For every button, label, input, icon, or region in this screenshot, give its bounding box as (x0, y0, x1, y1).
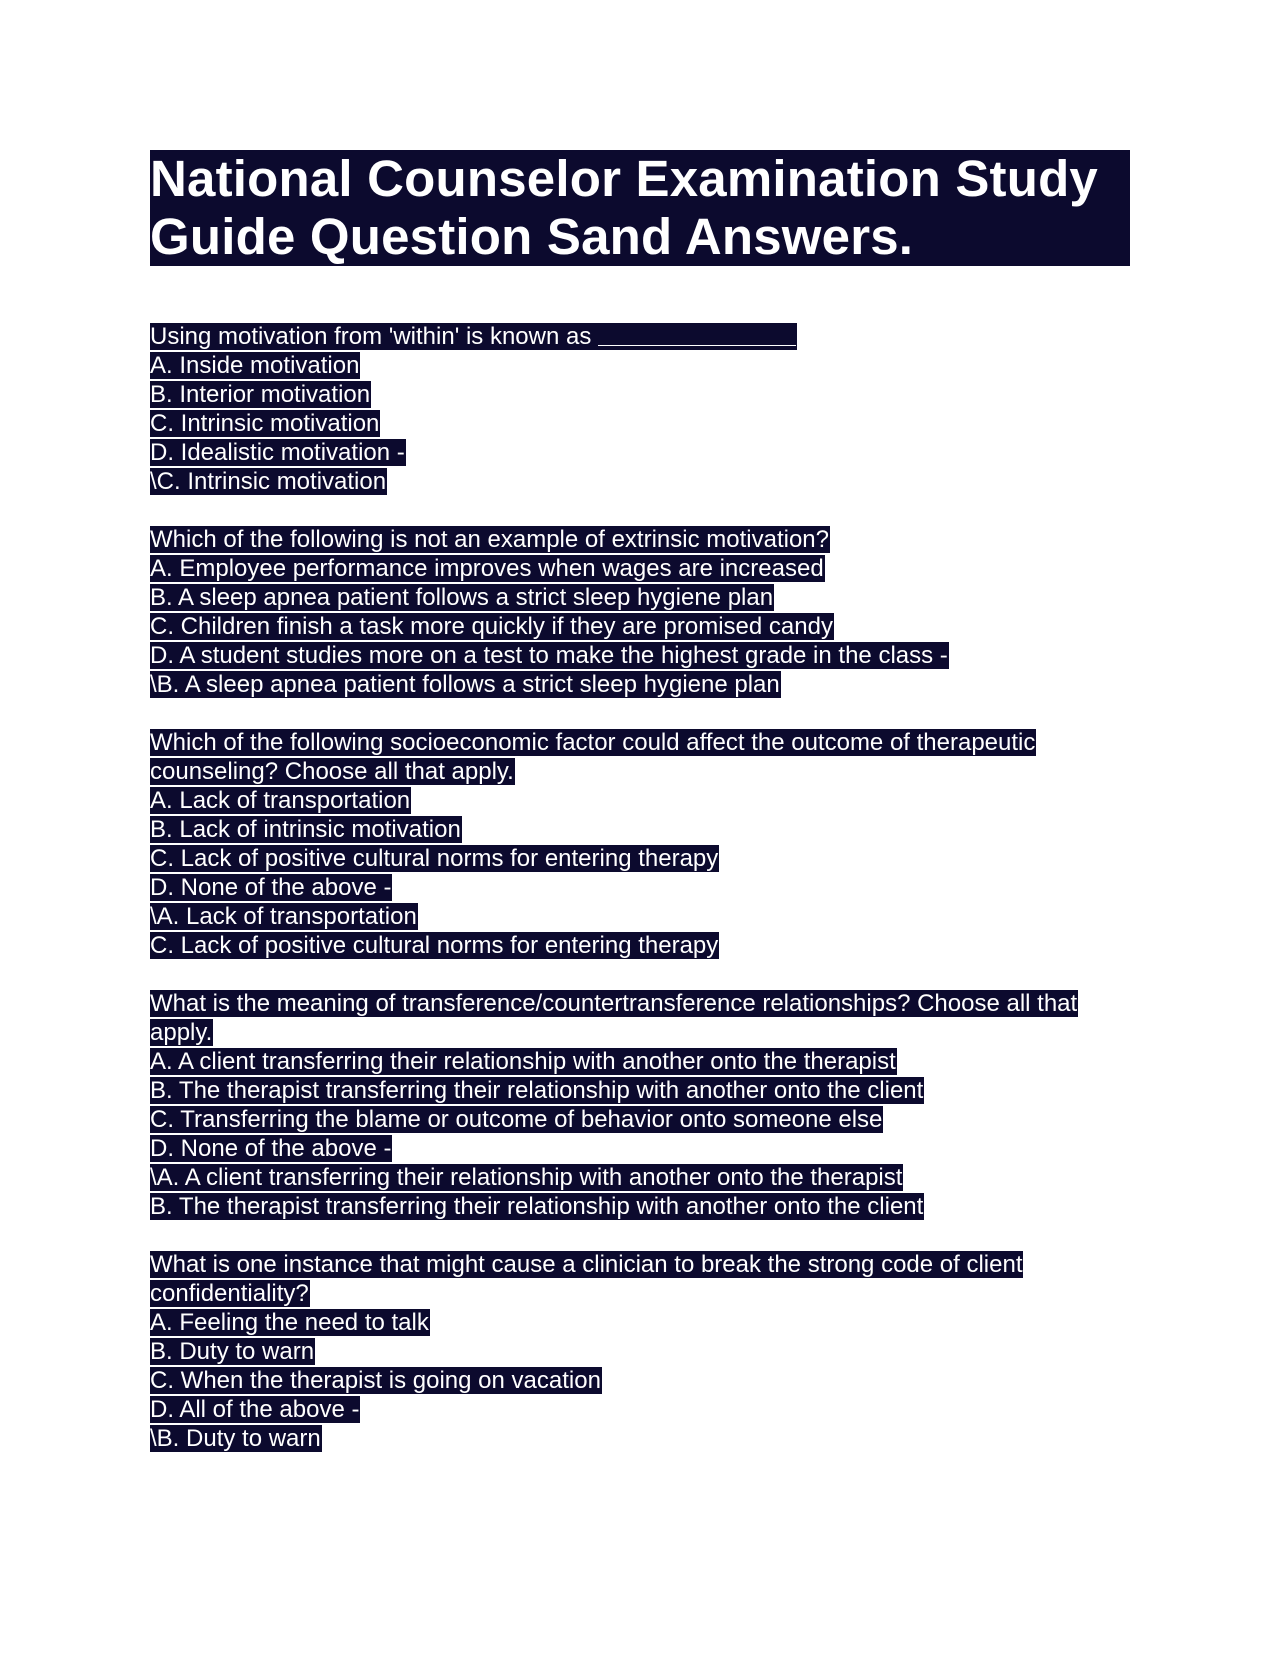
option-b: B. Interior motivation (150, 381, 371, 408)
answer: B. The therapist transferring their relationship with another onto the client (150, 1193, 924, 1220)
document-page (150, 150, 1130, 1482)
answer: \C. Intrinsic motivation (150, 468, 387, 495)
question-prompt: Which of the following socioeconomic factor could affect the outcome of therapeutic counseling? Choose all that apply. (150, 729, 1036, 785)
option-b: B. Duty to warn (150, 1338, 315, 1365)
question-block-1 (150, 322, 1130, 496)
question-block-5 (150, 1250, 1130, 1453)
option-c: C. When the therapist is going on vacation (150, 1367, 601, 1394)
question-prompt: What is the meaning of transference/countertransference relationships? Choose all that apply. (150, 990, 1078, 1046)
option-d: D. Idealistic motivation - (150, 439, 405, 466)
option-c: C. Children finish a task more quickly if they are promised candy (150, 613, 833, 640)
option-b: B. The therapist transferring their relationship with another onto the client (150, 1077, 924, 1104)
question-block-4 (150, 989, 1130, 1221)
question-block-2 (150, 525, 1130, 699)
document-title: National Counselor Examination Study Guide Question Sand Answers. (150, 150, 1130, 266)
answer: C. Lack of positive cultural norms for entering therapy (150, 932, 719, 959)
answer: \B. A sleep apnea patient follows a strict sleep hygiene plan (150, 671, 780, 698)
answer: \A. Lack of transportation (150, 903, 417, 930)
answer-blank (598, 325, 796, 346)
option-d: D. None of the above - (150, 1135, 392, 1162)
question-list (150, 322, 1130, 1453)
option-c: C. Intrinsic motivation (150, 410, 380, 437)
option-a: A. Lack of transportation (150, 787, 411, 814)
question-block-3 (150, 728, 1130, 960)
option-a: A. Feeling the need to talk (150, 1309, 429, 1336)
option-d: D. All of the above - (150, 1396, 360, 1423)
option-b: B. A sleep apnea patient follows a strict sleep hygiene plan (150, 584, 774, 611)
option-a: A. Employee performance improves when wages are increased (150, 555, 824, 582)
answer: \B. Duty to warn (150, 1425, 321, 1452)
option-a: A. Inside motivation (150, 352, 360, 379)
option-d: D. A student studies more on a test to make the highest grade in the class - (150, 642, 948, 669)
question-prompt: Using motivation from 'within' is known as (150, 322, 1130, 351)
option-a: A. A client transferring their relationship with another onto the therapist (150, 1048, 896, 1075)
option-c: C. Lack of positive cultural norms for entering therapy (150, 845, 719, 872)
option-d: D. None of the above - (150, 874, 392, 901)
question-prompt: What is one instance that might cause a clinician to break the strong code of client confidentiality? (150, 1251, 1023, 1307)
option-b: B. Lack of intrinsic motivation (150, 816, 461, 843)
option-c: C. Transferring the blame or outcome of behavior onto someone else (150, 1106, 883, 1133)
answer: \A. A client transferring their relationship with another onto the therapist (150, 1164, 903, 1191)
question-prompt: Which of the following is not an example of extrinsic motivation? (150, 526, 829, 553)
